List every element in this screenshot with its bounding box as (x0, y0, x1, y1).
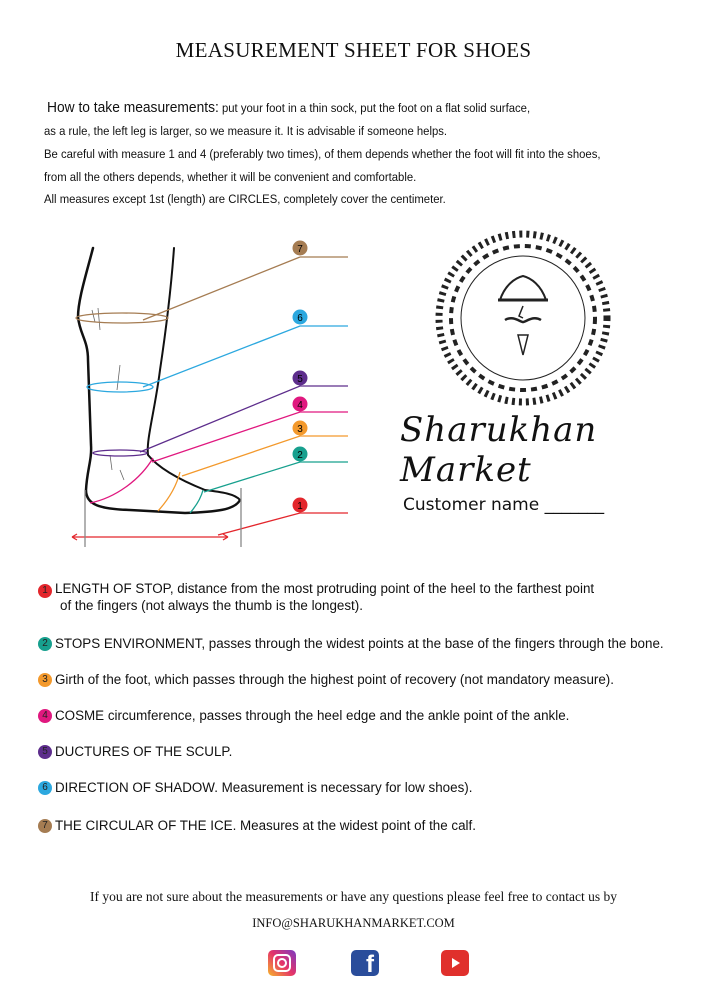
badge-3: 3 (38, 673, 52, 687)
instruction-line: How to take measurements: put your foot in a thin sock, put the foot on a flat solid surface, (47, 99, 531, 116)
measure-item-6: 6 DIRECTION OF SHADOW. Measurement is necessary for low shoes). (38, 780, 472, 795)
marker-2-label: 2 (297, 450, 303, 461)
badge-6: 6 (38, 781, 52, 795)
measure-item-3: 3 Girth of the foot, which passes through the highest point of recovery (not mandatory measure). (38, 672, 614, 687)
youtube-icon[interactable] (441, 950, 469, 976)
marker-1-label: 1 (297, 501, 303, 512)
measure-item-5: 5 DUCTURES OF THE SCULP. (38, 744, 232, 759)
marker-5-label: 5 (297, 374, 303, 385)
brand-name: Sharukhan Market (400, 410, 598, 490)
contact-email[interactable]: INFO@SHARUKHANMARKET.COM (252, 916, 455, 930)
badge-4: 4 (38, 709, 52, 723)
instruction-line: All measures except 1st (length) are CIRCLES, completely cover the centimeter. (44, 192, 446, 206)
badge-2: 2 (38, 637, 52, 651)
page-title: MEASUREMENT SHEET FOR SHOES (175, 38, 532, 62)
measure-item-7: 7 THE CIRCULAR OF THE ICE. Measures at the widest point of the calf. (38, 818, 476, 833)
badge-7: 7 (38, 819, 52, 833)
badge-1: 1 (38, 584, 52, 598)
instruction-line: as a rule, the left leg is larger, so we measure it. It is advisable if someone helps. (44, 124, 448, 138)
measure-item-1: 1 LENGTH OF STOP, distance from the most protruding point of the heel to the farthest point of the fingers (not always the thumb is the longest). (38, 581, 594, 613)
marker-3-label: 3 (297, 424, 303, 435)
measure-item-4: 4 COSME circumference, passes through the heel edge and the ankle point of the ankle. (38, 708, 569, 723)
instruction-line: Be careful with measure 1 and 4 (preferably two times), of them depends whether the foot will fit into the shoes, (44, 147, 601, 161)
marker-6-label: 6 (297, 313, 303, 324)
badge-5: 5 (38, 745, 52, 759)
customer-name-field[interactable]: Customer name _______ (403, 495, 605, 515)
instagram-icon[interactable] (268, 950, 296, 976)
instruction-heading: How to take measurements: (47, 99, 219, 116)
contact-text: If you are not sure about the measurements or have any questions please feel free to contact us by (89, 889, 618, 904)
brand-logo (439, 234, 607, 402)
instruction-line: from all the others depends, whether it will be convenient and comfortable. (44, 170, 417, 184)
measure-item-2: 2 STOPS ENVIRONMENT, passes through the widest points at the base of the fingers through the bone. (38, 636, 664, 651)
measure-item-1-cont: of the fingers (not always the thumb is the longest). (60, 598, 363, 613)
marker-4-label: 4 (297, 400, 303, 411)
facebook-icon[interactable]: f (351, 950, 379, 976)
marker-7-label: 7 (297, 244, 303, 255)
